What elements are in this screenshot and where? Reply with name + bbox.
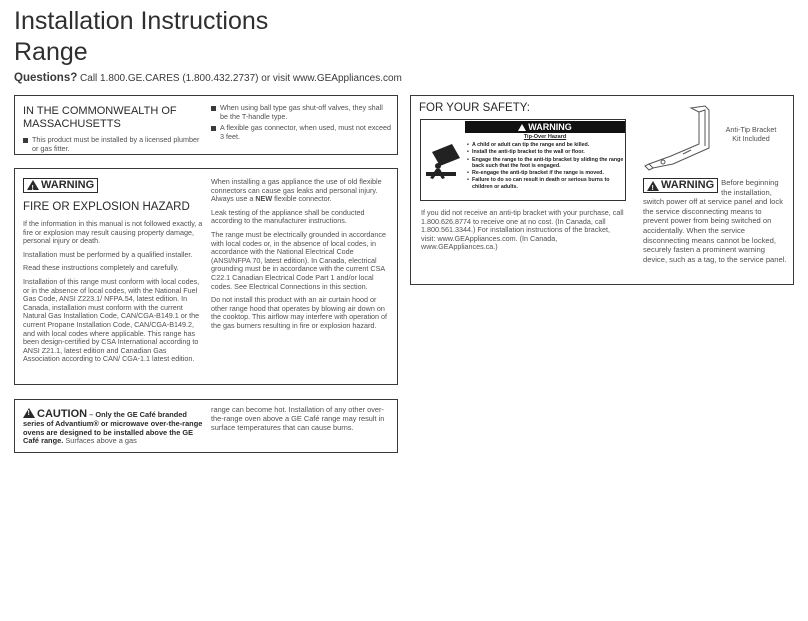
warning-paragraph: When installing a gas appliance the use of old flexible connectors can cause gas leaks and personal injury. Always use a NEW flexible connector.: [211, 177, 382, 204]
tip-panel-subheading: Tip-Over Hazard: [523, 134, 567, 140]
tip-panel-item: • Re-engage the anti-tip bracket if the range is moved.: [467, 170, 625, 176]
tip-panel-head: WARNING: [465, 121, 625, 133]
fire-warning-box: [14, 168, 398, 385]
bullet-square-icon: [211, 126, 216, 131]
questions-line: [14, 72, 402, 84]
warning-paragraph: Installation must be performed by a qualified installer.: [23, 249, 193, 259]
questions-label: Questions?: [14, 72, 78, 84]
massachusetts-heading-2: MASSACHUSETTS: [23, 118, 121, 130]
safety-heading: FOR YOUR SAFETY:: [419, 102, 530, 114]
caution-triangle-icon: [23, 408, 35, 418]
power-warning: ! WARNING Before beginning the installation, switch power off at service panel and lock the service disconnecting means to prevent power from being switched on accidentally. When the service disconnecting means cannot be locked, securely fasten a prominent warning device, such as a tag, to the service panel.: [643, 178, 789, 264]
warning-paragraph: Leak testing of the appliance shall be conducted according to the manufacturer instructions.: [211, 207, 365, 226]
massachusetts-bullet: A flexible gas connector, when used, must not exceed 3 feet.: [211, 124, 391, 141]
title-line-2: Range: [14, 38, 88, 66]
bracket-text: If you did not receive an anti-tip bracket with your purchase, call 1.800.626.8774 to receive one at no cost. (In Canada, call 1.800.561.3344.) For installation instructions of the bracket, visit: www.GEAppliances.com. (In Canada, www.GEAppliances.ca.): [421, 208, 624, 252]
tip-panel-item: • Failure to do so can result in death or serious burns to children or adults.: [467, 177, 625, 190]
massachusetts-box: [14, 95, 398, 155]
bullet-square-icon: [211, 106, 216, 111]
questions-text: Call 1.800.GE.CARES (1.800.432.2737) or visit www.GEAppliances.com: [80, 73, 402, 84]
tip-panel-list: [467, 142, 625, 191]
warning-paragraph: If the information in this manual is not followed exactly, a fire or explosion may result causing property damage, personal injury or death.: [23, 219, 203, 246]
anti-tip-bracket-icon: [643, 104, 733, 174]
caution-box: !CAUTION – Only the GE Café branded series of Advantium® or microwave over-the-range ovens are designed to be installed above the GE Café range. Surfaces above a gas range can become hot. Installation of any other over-the-range oven above a GE Café range may result in surface temperatures that can cause burns.: [14, 399, 398, 453]
massachusetts-heading-1: IN THE COMMONWEALTH OF: [23, 105, 177, 117]
power-warning-label: ! WARNING: [643, 178, 718, 193]
caution-text-col2: range can become hot. Installation of any other over-the-range oven above a GE Café range may result in surface temperatures that can cause burns.: [211, 405, 385, 432]
fire-hazard-heading: FIRE OR EXPLOSION HAZARD: [23, 201, 190, 213]
warning-triangle-icon: [647, 181, 659, 191]
warning-triangle-icon: [27, 180, 39, 190]
warning-triangle-icon: [518, 124, 526, 131]
tip-panel-item: • Engage the range to the anti-tip bracket by sliding the range back such that the foot is engaged.: [467, 157, 625, 170]
bullet-square-icon: [23, 138, 28, 143]
warning-paragraph: Do not install this product with an air curtain hood or other range hood that operates by blowing air down on the cooktop. This airflow may interfere with operation of the gas burners resulting in fire or explosion hazard.: [211, 295, 388, 330]
caution-label: !CAUTION: [23, 408, 87, 420]
warning-label: ! WARNING: [23, 178, 98, 193]
massachusetts-bullet: When using ball type gas shut-off valves, they shall be the T-handle type.: [211, 104, 391, 121]
tip-panel-item: • Install the anti-tip bracket to the wall or floor.: [467, 149, 625, 155]
page-title: [14, 6, 268, 68]
warning-paragraph: Installation of this range must conform with local codes, or in the absence of local codes, with the National Fuel Gas Code, ANSI Z223.1/ NFPA.54, latest edition. In Canada, installation must conform with the current Natural Gas Installation Code, CAN/CGA-B149.1 or the current Propane Installation Code, CAN/CGA-B149.2, and with local codes where applicable. This range has been design-certified by CSA International according to ANSI Z21.1, latest edition and Canadian Gas Association according to CAN/ CGA-1.1 latest edition.: [23, 276, 200, 364]
bracket-caption: Anti-Tip Bracket Kit Included: [725, 125, 777, 143]
caution-bold-text: Only the GE Café branded series of Advantium® or microwave over-the-range ovens are designed to be installed above the GE Café range.: [23, 410, 203, 446]
warning-paragraph: Read these instructions completely and carefully.: [23, 263, 179, 273]
tip-over-illustration-icon: [422, 122, 464, 200]
warning-paragraph: The range must be electrically grounded in accordance with local codes or, in the absence of local codes, in accordance with the National Electrical Code (ANSI/NFPA 70, latest edition). In Canada, electrical grounding must be in accordance with the current CSA C22.1 Canadian Electrical Code Part 1 and/or local codes. See Electrical Connections in this section.: [211, 229, 386, 291]
tip-panel-item: • A child or adult can tip the range and be killed.: [467, 142, 625, 148]
massachusetts-bullet: This product must be installed by a licensed plumber or gas fitter.: [23, 136, 201, 153]
tip-over-warning-panel: [420, 119, 626, 201]
title-line-1: Installation Instructions: [14, 7, 269, 35]
